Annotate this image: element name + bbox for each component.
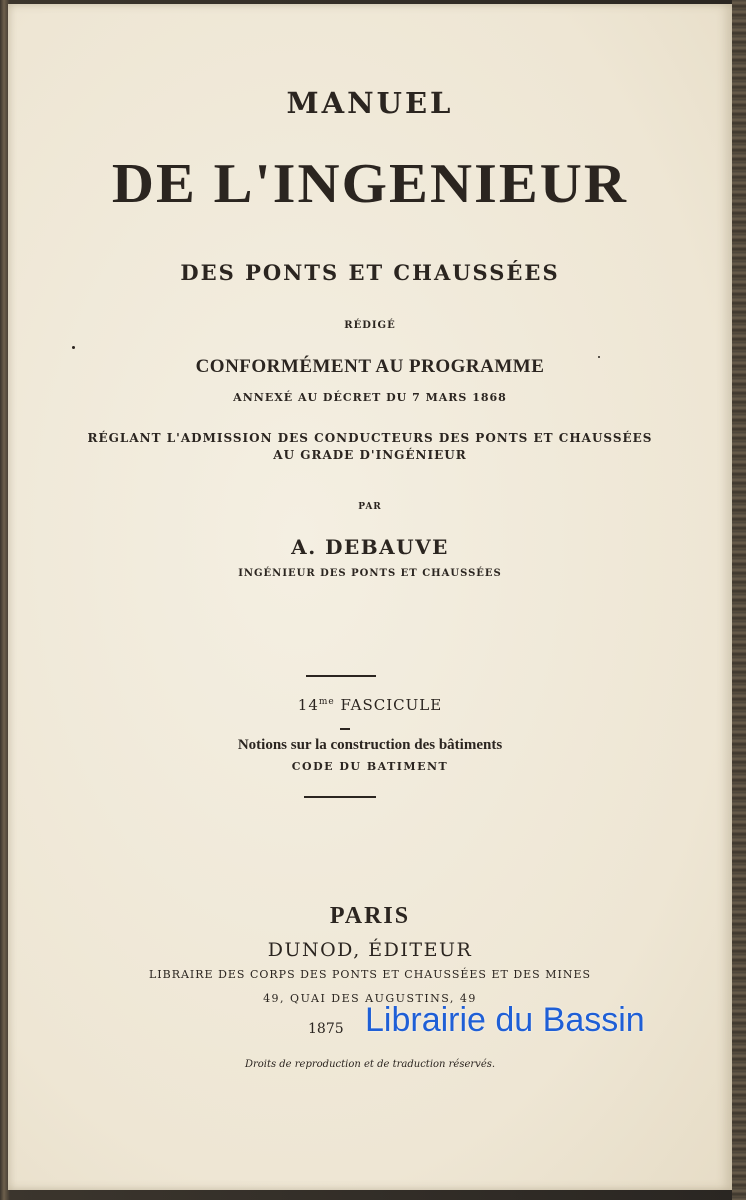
reglant-line-2: AU GRADE D'INGÉNIEUR — [273, 448, 467, 462]
divider-rule-top — [306, 675, 376, 677]
publication-year: 1875 — [308, 1021, 344, 1037]
fascicule-label: FASCICULE — [340, 696, 443, 714]
fascicule-code: CODE DU BATIMENT — [291, 760, 449, 773]
paper-speck — [72, 346, 75, 349]
series-title: MANUEL — [286, 86, 454, 120]
author-title: INGÉNIEUR DES PONTS ET CHAUSSÉES — [238, 568, 502, 579]
paper-speck — [598, 356, 600, 358]
publisher-name: DUNOD, ÉDITEUR — [267, 939, 473, 961]
fascicule-number: 14 — [297, 696, 319, 714]
subtitle: DES PONTS ET CHAUSSÉES — [180, 260, 560, 285]
watermark-text: Librairie du Bassin — [365, 1001, 645, 1039]
publication-city: PARIS — [329, 903, 411, 929]
fascicule-subject: Notions sur la construction des bâtiments — [237, 737, 503, 753]
divider-dash — [340, 728, 350, 730]
reglant-line-1: RÉGLANT L'ADMISSION DES CONDUCTEURS DES PONTS ET CHAUSSÉES — [87, 431, 653, 445]
conformement-line: CONFORMÉMENT AU PROGRAMME — [195, 356, 545, 377]
annexe-line: ANNEXÉ AU DÉCRET DU 7 MARS 1868 — [233, 391, 507, 404]
divider-rule-bottom — [304, 796, 376, 798]
par-label: PAR — [358, 502, 382, 512]
redige-label: RÉDIGÉ — [344, 320, 396, 331]
publisher-description: LIBRAIRE DES CORPS DES PONTS ET CHAUSSÉES ET DES MINES — [148, 968, 592, 981]
fascicule-heading — [8, 696, 732, 714]
author-name: A. DEBAUVE — [291, 535, 449, 559]
rights-notice: Droits de reproduction et de traduction réservés. — [244, 1059, 496, 1070]
main-title: DE L'INGENIEUR — [111, 153, 629, 215]
publisher-address: 49, QUAI DES AUGUSTINS, 49 — [263, 992, 477, 1005]
fascicule-suffix: me — [318, 697, 335, 707]
